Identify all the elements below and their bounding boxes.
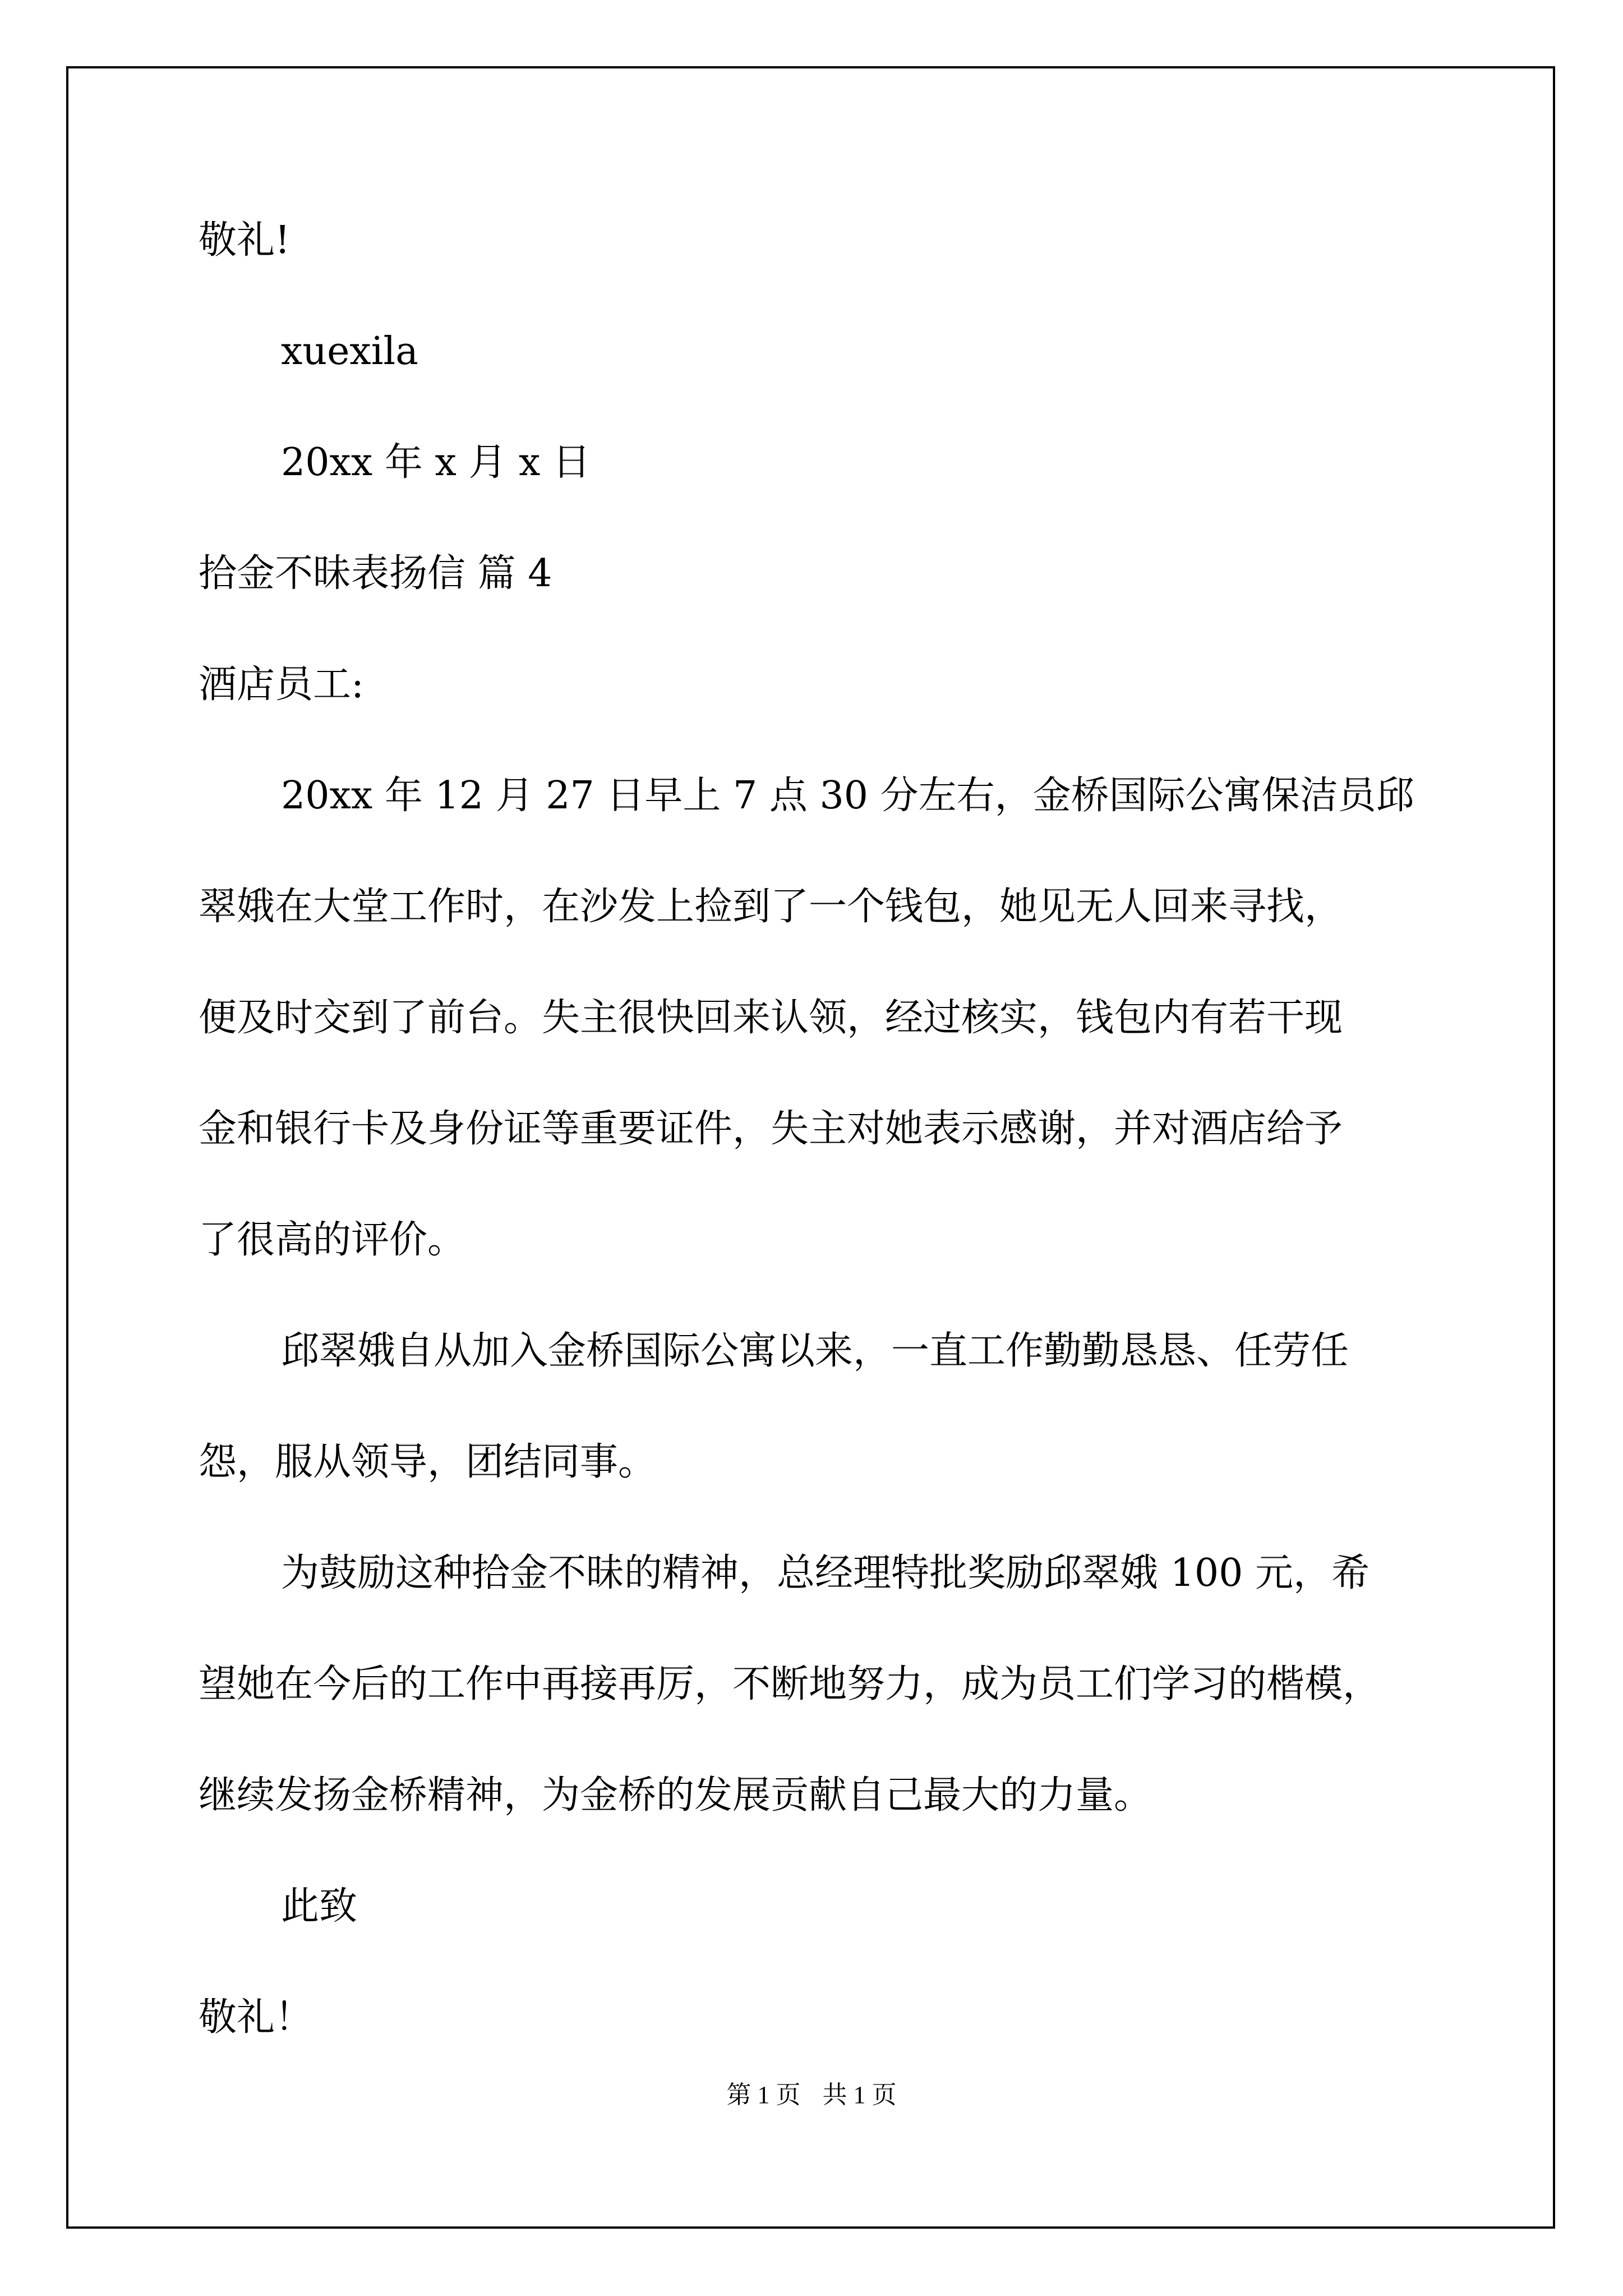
body-line: 便及时交到了前台。失主很快回来认领，经过核实，钱包内有若干现 [199,996,1343,1040]
page-footer [0,2078,1623,2112]
letter-title: 拾金不昧表扬信 篇 4 [199,551,552,596]
letter-recipient: 酒店员工: [199,662,364,707]
signature-name: xuexila [281,329,418,374]
page-number-current: 第 1 页 [726,2081,801,2109]
closing-phrase: 此致 [281,1884,358,1929]
body-line: 望她在今后的工作中再接再厉，不断地努力，成为员工们学习的楷模， [199,1662,1381,1706]
body-line: 20xx 年 12 月 27 日早上 7 点 30 分左右，金桥国际公寓保洁员邱 [281,774,1414,818]
body-line: 继续发扬金桥精神，为金桥的发展贡献自己最大的力量。 [199,1773,1152,1818]
signature-date: 20xx 年 x 月 x 日 [281,440,591,485]
body-line: 邱翠娥自从加入金桥国际公寓以来，一直工作勤勤恳恳、任劳任 [281,1329,1349,1373]
closing-salutation-2: 敬礼！ [199,1995,313,2040]
body-line: 金和银行卡及身份证等重要证件，失主对她表示感谢，并对酒店给予 [199,1107,1343,1151]
page-number-total: 共 1 页 [822,2081,897,2109]
document-body [199,185,1432,2073]
body-line: 了很高的评价。 [199,1218,466,1262]
closing-salutation-1: 敬礼! [199,218,291,263]
body-line: 为鼓励这种拾金不昧的精神，总经理特批奖励邱翠娥 100 元，希 [281,1551,1370,1595]
body-line: 怨，服从领导，团结同事。 [199,1440,657,1484]
body-line: 翠娥在大堂工作时，在沙发上捡到了一个钱包，她见无人回来寻找， [199,885,1343,929]
